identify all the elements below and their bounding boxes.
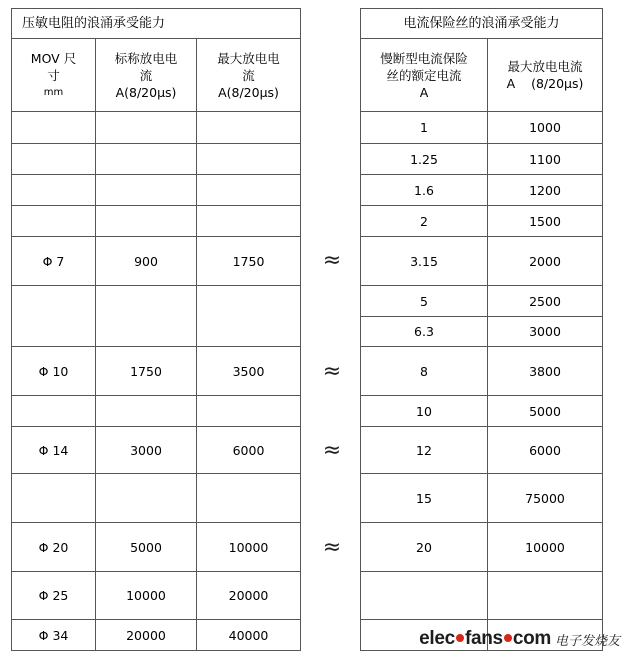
table-row: Φ 10 1750 3500 [12,347,301,396]
approx-symbol: ≈ [322,535,342,560]
table-row [12,206,301,237]
table-row [12,286,301,347]
right-table-title: 电流保险丝的浪涌承受能力 [361,9,603,39]
table-row: 10 5000 [361,396,603,427]
table-row [12,396,301,427]
table-row: Φ 20 5000 10000 [12,523,301,572]
logo-dot-icon [456,634,464,642]
header-fuse-max-current: 最大放电电流 A (8/20µs) [488,39,603,112]
approx-symbol: ≈ [322,248,342,273]
table-row [12,474,301,523]
table-row [12,175,301,206]
fuse-surge-table [360,8,603,651]
elecfans-logo: elec fans com [419,628,551,649]
table-row [12,144,301,175]
table-row: Φ 7 900 1750 [12,237,301,286]
elecfans-watermark [419,628,620,650]
header-mov-size: MOV 尺 寸 mm [12,39,96,112]
header-fuse-rated-current: 慢断型电流保险 丝的额定电流 A [361,39,488,112]
table-row: 5 2500 [361,286,603,317]
approx-symbol: ≈ [322,438,342,463]
mov-surge-table [11,8,301,651]
table-row: Φ 34 20000 40000 [12,620,301,651]
table-row: 1.6 1200 [361,175,603,206]
watermark-chinese-text: 电子发烧友 [554,633,620,649]
table-row: 12 6000 [361,427,603,474]
table-row: 6.3 3000 [361,317,603,347]
header-nominal-current: 标称放电电 流 A(8/20µs) [96,39,197,112]
table-row [12,112,301,144]
header-max-current: 最大放电电 流 A(8/20µs) [197,39,301,112]
table-row: Φ 25 10000 20000 [12,572,301,620]
table-row: 15 75000 [361,474,603,523]
table-row: Φ 14 3000 6000 [12,427,301,474]
left-table-title: 压敏电阻的浪涌承受能力 [12,9,301,39]
table-row: 3.15 2000 [361,237,603,286]
table-row: 8 3800 [361,347,603,396]
table-row: 2 1500 [361,206,603,237]
approx-symbol: ≈ [322,359,342,384]
table-row [361,572,603,620]
table-row: 1 1000 [361,112,603,144]
logo-dot-icon [504,634,512,642]
table-row: 20 10000 [361,523,603,572]
table-row: 1.25 1100 [361,144,603,175]
